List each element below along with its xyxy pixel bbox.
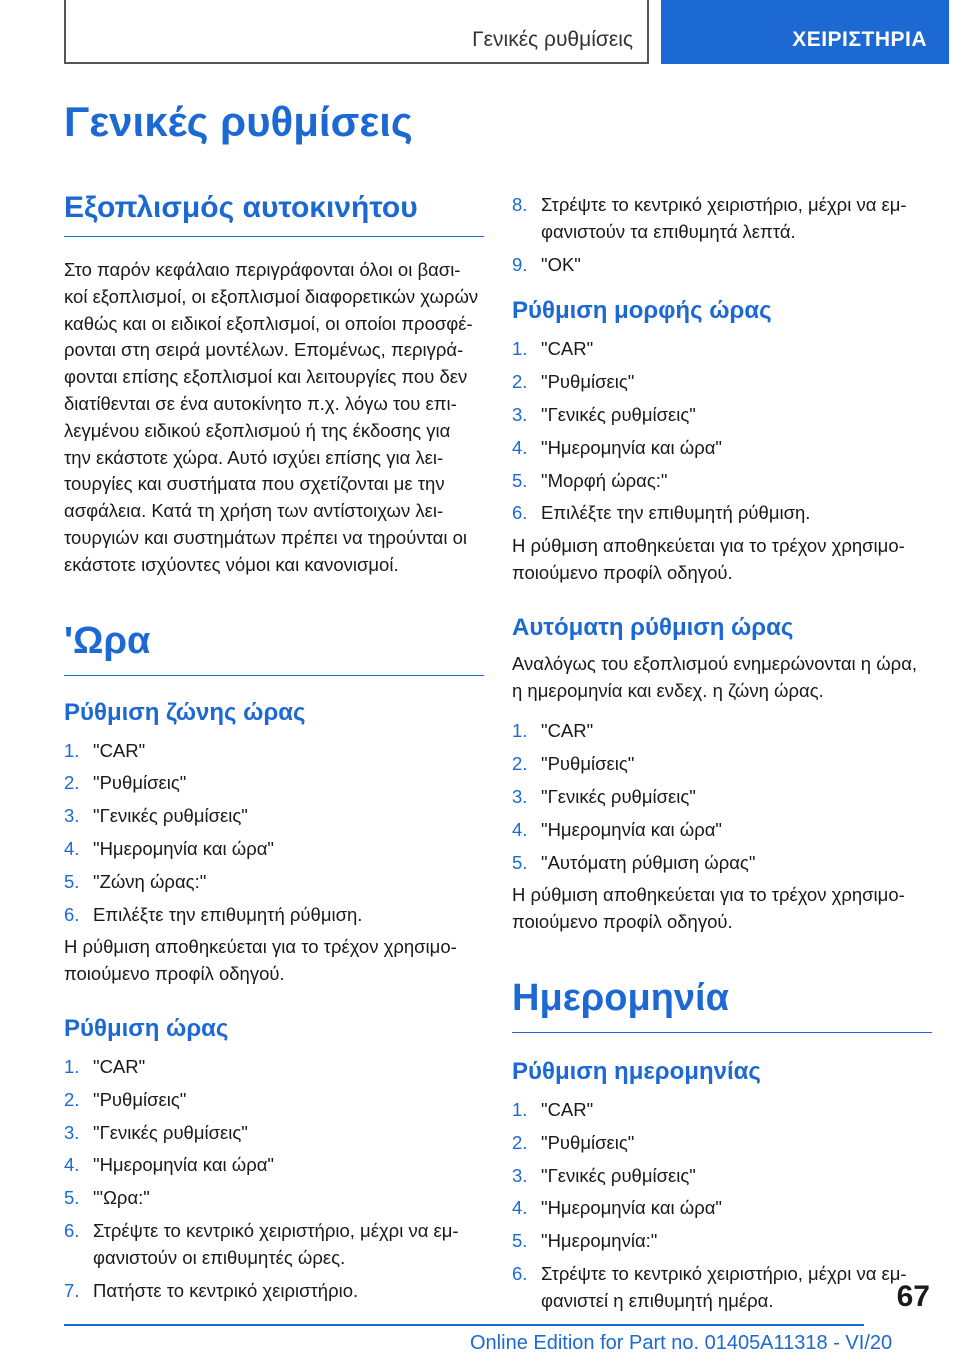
section-heading-date: Ημερομηνία (512, 976, 932, 1033)
step-text: "Ζώνη ώρας:" (93, 870, 207, 892)
steps-auto-time (512, 718, 932, 876)
step-text: "'Ωρα:" (93, 1187, 150, 1209)
step-item (64, 1087, 484, 1114)
step-number: 2. (512, 753, 528, 775)
subheading-time-zone: Ρύθμιση ζώνης ώρας (64, 698, 306, 726)
text-line: κοί εξοπλισμοί, οι εξοπλισμοί διαφορετικών χωρών (64, 285, 479, 307)
step-text: "Γενικές ρυθμίσεις" (93, 805, 248, 827)
step-item (512, 718, 932, 745)
step-item (512, 784, 932, 811)
step-number: 1. (64, 739, 80, 761)
step-item (512, 336, 932, 363)
step-text: "CAR" (93, 739, 146, 761)
footer-edition: Online Edition for Part no. 01405A11318 - VI/20 (470, 1332, 893, 1354)
header-section-label: Γενικές ρυθμίσεις (472, 28, 633, 51)
steps-set-time-part1 (64, 1054, 484, 1304)
step-item (512, 369, 932, 396)
step-item (512, 1163, 932, 1190)
step-text: "CAR" (93, 1055, 146, 1077)
step-item (512, 1261, 932, 1315)
step-number: 4. (512, 436, 528, 458)
step-item (64, 1278, 484, 1305)
step-text: φανιστούν οι επιθυμητές ώρες. (93, 1246, 346, 1268)
step-text: "Ρυθμίσεις" (93, 1088, 187, 1110)
text-line: Αναλόγως του εξοπλισμού ενημερώνονται η ώρα, (512, 652, 918, 674)
note-time-format (512, 533, 932, 587)
step-item (64, 1054, 484, 1081)
subheading-auto-time: Αυτόματη ρύθμιση ώρας (512, 613, 794, 641)
step-text: "Ημερομηνία και ώρα" (541, 436, 722, 458)
step-text: "Ημερομηνία και ώρα" (541, 1197, 722, 1219)
step-number: 4. (512, 1197, 528, 1219)
step-text: "Μορφή ώρας:" (541, 469, 668, 491)
subheading-set-time: Ρύθμιση ώρας (64, 1014, 229, 1042)
step-item (512, 1228, 932, 1255)
text-line: την εκάστοτε χώρα. Αυτό ισχύει επίσης για λει- (64, 446, 444, 468)
step-number: 3. (64, 1121, 80, 1143)
step-text: "Γενικές ρυθμίσεις" (93, 1121, 248, 1143)
step-item (512, 1195, 932, 1222)
footer-divider (64, 1324, 864, 1326)
step-number: 6. (512, 1262, 528, 1284)
text-line: Η ρύθμιση αποθηκεύεται για το τρέχον χρησιμο- (512, 535, 905, 557)
step-text: "Ημερομηνία και ώρα" (93, 1154, 274, 1176)
text-line: διατίθενται σε ένα αυτοκίνητο π.χ. λόγω του επι- (64, 392, 457, 414)
step-number: 3. (512, 403, 528, 425)
steps-set-date (512, 1097, 932, 1315)
text-line: ασφάλεια. Κατά τη χρήση των αντίστοιχων λει- (64, 500, 444, 522)
step-item (512, 468, 932, 495)
step-text: "Ρυθμίσεις" (93, 772, 187, 794)
text-line: Η ρύθμιση αποθηκεύεται για το τρέχον χρησιμο- (64, 936, 457, 958)
step-item (64, 1120, 484, 1147)
subheading-set-date: Ρύθμιση ημερομηνίας (512, 1057, 761, 1085)
step-number: 5. (64, 870, 80, 892)
step-text: Πατήστε το κεντρικό χειριστήριο. (93, 1279, 359, 1301)
text-line: η ημερομηνία και ενδεχ. η ζώνη ώρας. (512, 679, 824, 701)
step-number: 3. (512, 785, 528, 807)
step-item (512, 751, 932, 778)
step-text: "Γενικές ρυθμίσεις" (541, 785, 696, 807)
step-number: 5. (512, 469, 528, 491)
step-number: 9. (512, 253, 528, 275)
steps-time-format (512, 336, 932, 527)
header-section-box (64, 0, 649, 64)
step-item (512, 435, 932, 462)
step-text: "CAR" (541, 338, 594, 360)
step-text: "Ρυθμίσεις" (541, 1131, 635, 1153)
step-text: "Ημερομηνία:" (541, 1230, 658, 1252)
step-number: 4. (64, 837, 80, 859)
step-item (64, 770, 484, 797)
step-item (64, 1152, 484, 1179)
step-item (64, 836, 484, 863)
step-text: "Αυτόματη ρύθμιση ώρας" (541, 851, 756, 873)
step-number: 6. (64, 903, 80, 925)
step-text: Στρέψτε το κεντρικό χειριστήριο, μέχρι να εμ- (541, 194, 907, 215)
step-number: 1. (64, 1055, 80, 1077)
steps-time-zone (64, 738, 484, 929)
step-number: 1. (512, 720, 528, 742)
text-line: Η ρύθμιση αποθηκεύεται για το τρέχον χρησιμο- (512, 884, 905, 906)
step-number: 8. (512, 194, 528, 215)
step-number: 4. (512, 818, 528, 840)
text-line: ρονται στη σειρά μοντέλων. Επομένως, περιγρά- (64, 339, 464, 361)
intro-auto-time (512, 651, 932, 705)
step-number: 2. (512, 371, 528, 393)
step-number: 6. (512, 502, 528, 524)
step-text: "Ρυθμίσεις" (541, 753, 635, 775)
step-text: Στρέψτε το κεντρικό χειριστήριο, μέχρι να εμ- (541, 1262, 907, 1284)
step-number: 5. (64, 1187, 80, 1209)
equipment-paragraph (64, 257, 484, 579)
step-number: 2. (512, 1131, 528, 1153)
step-text: "Γενικές ρυθμίσεις" (541, 403, 696, 425)
step-number: 2. (64, 1088, 80, 1110)
text-line: τουργίες και συστήματα που σχετίζονται με την (64, 473, 445, 495)
step-number: 5. (512, 1230, 528, 1252)
step-item (512, 252, 932, 279)
chapter-tab (661, 0, 949, 64)
step-item (512, 1097, 932, 1124)
step-item (64, 738, 484, 765)
subheading-time-format: Ρύθμιση μορφής ώρας (512, 297, 772, 325)
step-text: "CAR" (541, 720, 594, 742)
step-number: 6. (64, 1219, 80, 1241)
step-text: "Ρυθμίσεις" (541, 371, 635, 393)
section-heading-time: 'Ωρα (64, 619, 484, 676)
step-number: 5. (512, 851, 528, 873)
text-line: καθώς και οι ειδικοί εξοπλισμοί, οι οποίοι προσφέ- (64, 312, 473, 334)
section-heading-equipment: Εξοπλισμός αυτοκινήτου (64, 190, 484, 237)
step-number: 1. (512, 338, 528, 360)
step-text: Στρέψτε το κεντρικό χειριστήριο, μέχρι να εμ- (93, 1219, 459, 1241)
note-time-zone (64, 934, 484, 988)
text-line: ποιούμενο προφίλ οδηγού. (512, 561, 733, 583)
right-column (512, 192, 932, 1321)
step-item (512, 817, 932, 844)
step-number: 4. (64, 1154, 80, 1176)
step-number: 2. (64, 772, 80, 794)
step-item (512, 402, 932, 429)
step-item (512, 850, 932, 877)
step-item (64, 902, 484, 929)
text-line: Στο παρόν κεφάλαιο περιγράφονται όλοι οι βασι- (64, 259, 461, 280)
text-line: λεγμένου ειδικού εξοπλισμού ή της έκδοσης για (64, 419, 451, 441)
left-column (64, 190, 484, 1310)
step-text: "Γενικές ρυθμίσεις" (541, 1164, 696, 1186)
text-line: εκάστοτε ισχύοντες νόμοι και κανονισμοί. (64, 553, 399, 575)
step-number: 1. (512, 1098, 528, 1120)
note-auto-time (512, 882, 932, 936)
step-item (512, 1130, 932, 1157)
text-line: φονται επίσης εξοπλισμοί και λειτουργίες που δεν (64, 366, 468, 388)
step-item (64, 1185, 484, 1212)
chapter-tab-label: ΧΕΙΡΙΣΤΗΡΙΑ (792, 28, 927, 51)
step-text: "CAR" (541, 1098, 594, 1120)
step-item (64, 803, 484, 830)
step-item (64, 869, 484, 896)
step-number: 7. (64, 1279, 80, 1301)
step-text: "Ημερομηνία και ώρα" (541, 818, 722, 840)
step-text: "Ημερομηνία και ώρα" (93, 837, 274, 859)
text-line: ποιούμενο προφίλ οδηγού. (64, 963, 285, 985)
page-title: Γενικές ρυθμίσεις (64, 98, 413, 145)
step-item (512, 192, 932, 246)
step-text: "OK" (541, 253, 581, 275)
step-text: φανιστεί η επιθυμητή ημέρα. (541, 1289, 774, 1311)
step-text: Επιλέξτε την επιθυμητή ρύθμιση. (93, 903, 363, 925)
text-line: ποιούμενο προφίλ οδηγού. (512, 911, 733, 933)
text-line: τουργιών και συστημάτων πρέπει να τηρούνται οι (64, 526, 467, 548)
step-item (64, 1218, 484, 1272)
step-item (512, 500, 932, 527)
page-number: 67 (896, 1280, 930, 1313)
step-text: Επιλέξτε την επιθυμητή ρύθμιση. (541, 502, 811, 524)
step-number: 3. (64, 805, 80, 827)
step-text: φανιστούν τα επιθυμητά λεπτά. (541, 220, 796, 242)
step-number: 3. (512, 1164, 528, 1186)
steps-set-time-part2 (512, 192, 932, 278)
